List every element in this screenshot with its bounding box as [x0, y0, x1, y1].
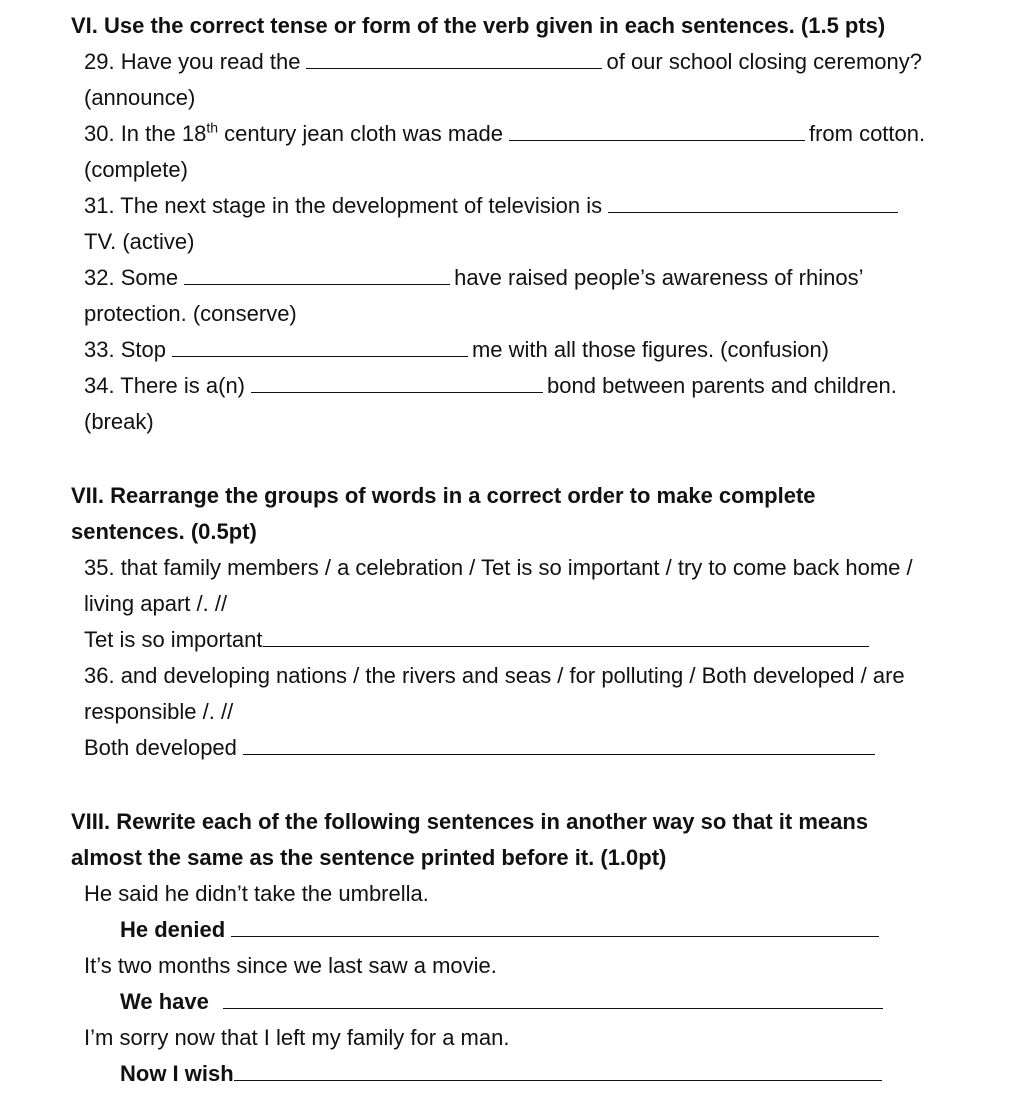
- q36-answer-line: [84, 730, 1024, 766]
- q30-text-after: from cotton.: [808, 121, 926, 146]
- question-30: [84, 116, 1014, 152]
- question-35-line2: living apart /. //: [84, 591, 228, 616]
- question-32: [84, 260, 1014, 296]
- section-7-title-line1: VII. Rearrange the groups of words in a correct order to make complete: [71, 483, 816, 508]
- spacer: [0, 440, 1024, 478]
- q34-blank[interactable]: [251, 372, 543, 393]
- q36-blank[interactable]: [243, 734, 875, 755]
- q31-text-before: 31. The next stage in the development of television is: [84, 193, 603, 218]
- rewrite-blank-2[interactable]: [223, 988, 883, 1009]
- question-36-line1: 36. and developing nations / the rivers and seas / for polluting / Both developed / are: [84, 663, 905, 688]
- rewrite-answer-1: [120, 912, 1024, 948]
- q32-text-after: have raised people’s awareness of rhinos’: [454, 265, 864, 290]
- q32-text-before: 32. Some: [84, 265, 179, 290]
- rewrite-blank-3[interactable]: [234, 1060, 882, 1081]
- rewrite-blank-1[interactable]: [231, 916, 879, 937]
- q31-hint: TV. (active): [84, 229, 195, 254]
- rewrite-answer-3: [120, 1056, 1024, 1092]
- rewrite-sentence-2: It’s two months since we last saw a movie.: [84, 953, 497, 978]
- rewrite-answer-2: [120, 984, 1024, 1020]
- rewrite-sentence-3: I’m sorry now that I left my family for a man.: [84, 1025, 510, 1050]
- q30-text-before: 30. In the 18: [84, 121, 207, 146]
- q35-answer-line: [84, 622, 1024, 658]
- q33-text-after: me with all those figures. (confusion): [471, 337, 830, 362]
- q29-hint: (announce): [84, 85, 196, 110]
- q36-answer-start: Both developed: [84, 735, 237, 760]
- q34-hint: (break): [84, 409, 154, 434]
- q32-hint: protection. (conserve): [84, 301, 297, 326]
- rewrite-lead-1: He denied: [120, 917, 226, 942]
- q30-hint: (complete): [84, 157, 188, 182]
- spacer: [0, 766, 1024, 804]
- question-31: [84, 188, 1014, 224]
- section-6-title: VI. Use the correct tense or form of the verb given in each sentences. (1.5 pts): [71, 13, 886, 38]
- q29-text-after: of our school closing ceremony?: [606, 49, 922, 74]
- question-29: [84, 44, 1014, 80]
- section-8-title-line1: VIII. Rewrite each of the following sentences in another way so that it means: [71, 809, 869, 834]
- q35-answer-start: Tet is so important: [84, 627, 263, 652]
- section-7-title-line2: sentences. (0.5pt): [71, 519, 257, 544]
- q30-superscript: th: [206, 119, 219, 136]
- q31-blank[interactable]: [608, 192, 898, 213]
- rewrite-lead-2: We have: [120, 989, 209, 1014]
- q35-blank[interactable]: [263, 626, 869, 647]
- question-33: [84, 332, 1014, 368]
- question-36-line2: responsible /. //: [84, 699, 234, 724]
- question-34: [84, 368, 1014, 404]
- question-35-line1: 35. that family members / a celebration / Tet is so important / try to come back home /: [84, 555, 913, 580]
- q29-text-before: 29. Have you read the: [84, 49, 301, 74]
- q34-text-after: bond between parents and children.: [547, 373, 897, 398]
- q29-blank[interactable]: [306, 48, 602, 69]
- q30-blank[interactable]: [509, 120, 805, 141]
- q30-text-mid: century jean cloth was made: [218, 121, 503, 146]
- rewrite-lead-3: Now I wish: [120, 1061, 234, 1086]
- q33-blank[interactable]: [172, 336, 468, 357]
- q34-text-before: 34. There is a(n): [84, 373, 246, 398]
- section-8-title-line2: almost the same as the sentence printed before it. (1.0pt): [71, 845, 667, 870]
- q33-text-before: 33. Stop: [84, 337, 166, 362]
- q32-blank[interactable]: [184, 264, 450, 285]
- rewrite-sentence-1: He said he didn’t take the umbrella.: [84, 881, 429, 906]
